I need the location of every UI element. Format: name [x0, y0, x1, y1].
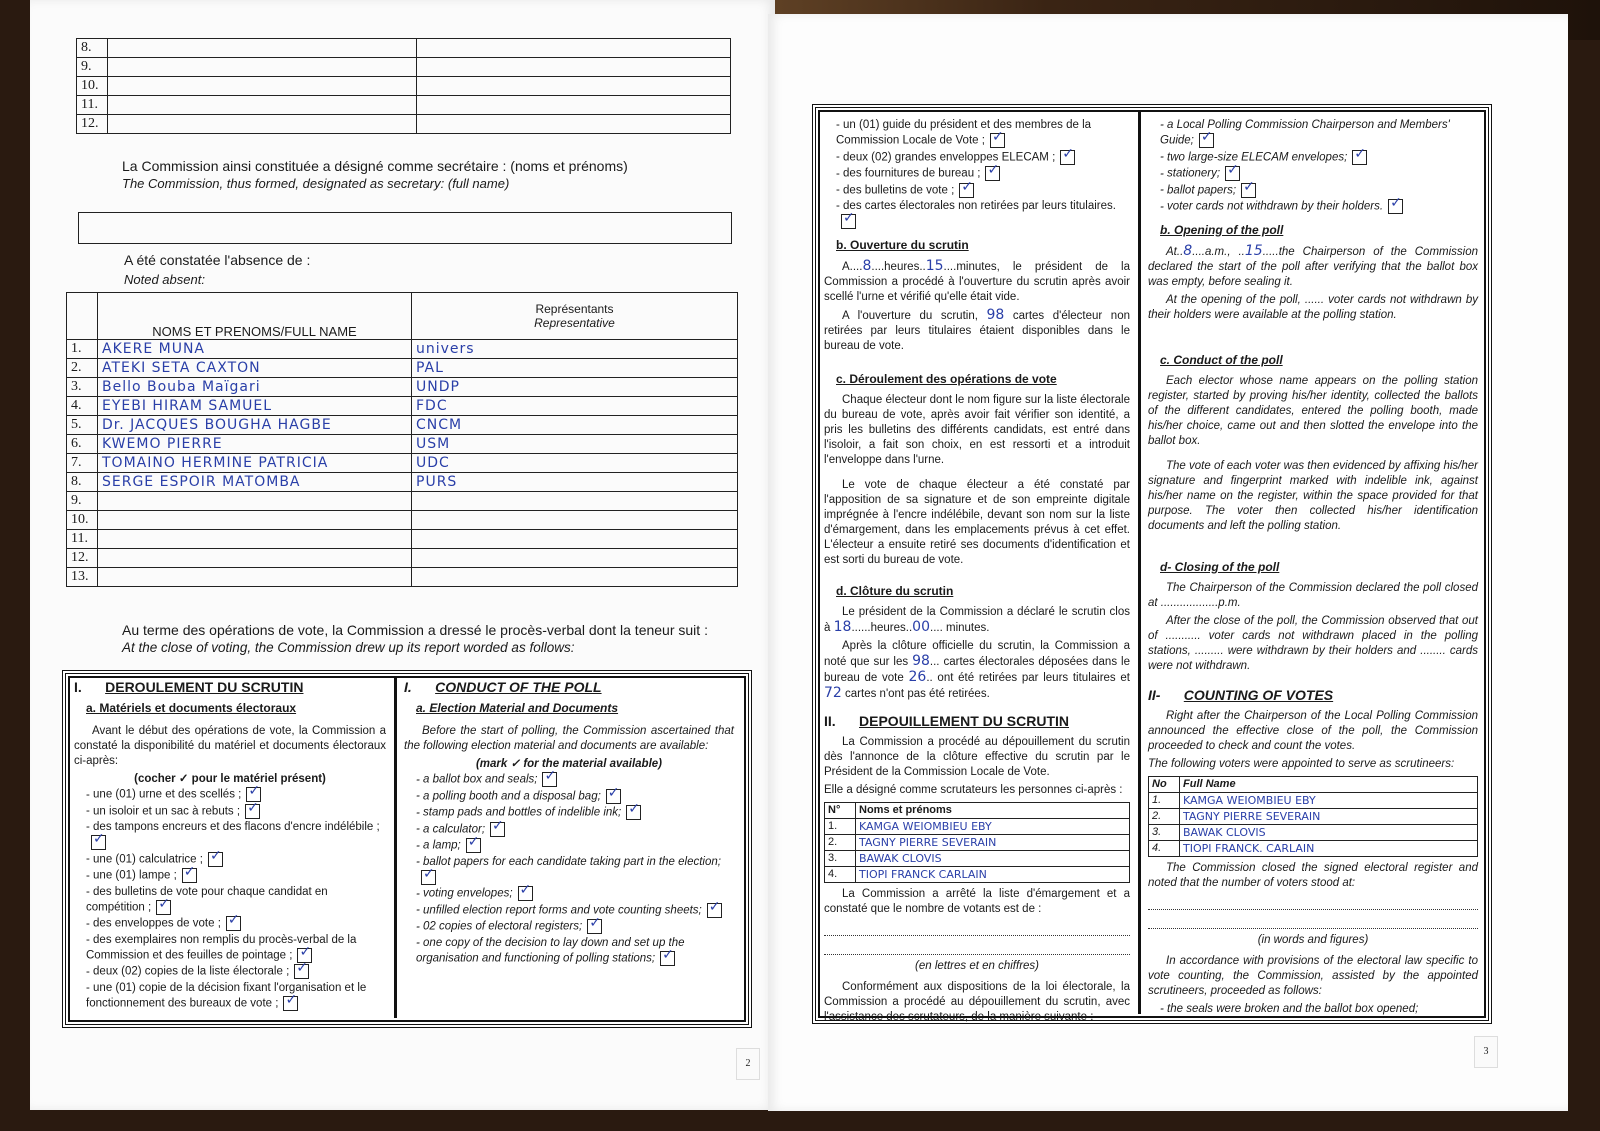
- table-row: 1. KAMGA WEIOMBIEU EBY: [1149, 792, 1478, 808]
- list-item: - des fournitures de bureau ;✓: [836, 166, 1130, 182]
- sub-a-en: a. Election Material and Documents: [416, 701, 619, 715]
- secretary-label-en: The Commission, thus formed, designated as secretary: (full name): [122, 176, 510, 191]
- members-table-continued: 8. 9. 10. 11. 12.: [76, 38, 731, 134]
- checkbox[interactable]: [421, 870, 436, 885]
- checkbox[interactable]: [182, 868, 197, 883]
- checkbox[interactable]: [1352, 150, 1367, 165]
- checkbox[interactable]: [466, 838, 481, 853]
- checkbox[interactable]: [518, 886, 533, 901]
- sub-b-en: b. Opening of the poll: [1160, 222, 1284, 237]
- checkbox[interactable]: [283, 996, 298, 1011]
- intro-fr: Avant le début des opérations de vote, la Commission a constaté la disponibilité du matériel et documents électoraux ci-après:: [74, 725, 386, 767]
- closing-cards-en: After the close of the poll, the Commission observed that out of ........... voter cards not withdrawn placed in the polling stations, ......... were withdrawn by their holders and ........ cards were not withdrawn.: [1148, 614, 1478, 672]
- list-item: - a ballot box and seals;✓: [416, 772, 734, 788]
- closing-time-en: The Chairperson of the Commission declared the poll closed at ..................p.m.: [1148, 581, 1478, 609]
- intro-en: Before the start of polling, the Commission ascertained that the following election material and documents are available:: [404, 725, 734, 752]
- checkbox[interactable]: [626, 805, 641, 820]
- cards-not-withdrawn: 72: [824, 684, 842, 701]
- opening-minutes: 15: [925, 257, 944, 274]
- col-representative: Représentants Representative: [412, 293, 738, 340]
- checkbox[interactable]: [1060, 150, 1075, 165]
- list-item: - des exemplaires non remplis du procès-verbal de la Commission et des feuilles de pointage ;✓: [86, 933, 386, 964]
- list-item: - des bulletins de vote ;✓: [836, 183, 1130, 199]
- section-1-en-title: I. CONDUCT OF THE POLL: [404, 679, 602, 695]
- page-number: 3: [1474, 1036, 1498, 1068]
- secretary-label-fr: La Commission ainsi constituée a désigné comme secrétaire : (noms et prénoms): [122, 158, 628, 174]
- table-row: 6. KWEMO PIERRE USM: [67, 435, 738, 454]
- counting-text2-en: The following voters were appointed to serve as scrutineers:: [1148, 757, 1455, 770]
- table-row: 4. TIOPI FRANCK. CARLAIN: [1149, 840, 1478, 856]
- table-row: 3. Bello Bouba Maïgari UNDP: [67, 378, 738, 397]
- list-item: - deux (02) copies de la liste électorale ;✓: [86, 964, 386, 980]
- table-row: 10.: [67, 511, 738, 530]
- opening-text-fr: A....8....heures..15....minutes, le président de la Commission a procédé à l'ouverture du scrutin après avoir scellé l'urne et vérifié qu'elle était vide.: [824, 257, 1130, 303]
- list-item: - stamp pads and bottles of indelible ink;✓: [416, 805, 734, 821]
- checkbox[interactable]: [542, 772, 557, 787]
- section-2-fr-title: II. DEPOUILLEMENT DU SCRUTIN: [824, 712, 1070, 729]
- voters-count-note-en: (in words and figures): [1257, 933, 1369, 946]
- list-item: - a lamp;✓: [416, 838, 734, 854]
- checkbox[interactable]: [490, 822, 505, 837]
- section-1-en: [404, 676, 734, 967]
- voters-count-text-en: The Commission closed the signed electoral register and noted that the number of voters stood at:: [1148, 861, 1478, 889]
- list-item: - un (01) guide du président et des membres de la Commission Locale de Vote ;✓: [836, 118, 1130, 149]
- counting-text2-fr: Elle a désigné comme scrutateurs les personnes ci-après :: [824, 783, 1123, 796]
- checkbox[interactable]: [1241, 183, 1256, 198]
- checkbox[interactable]: [707, 903, 722, 918]
- list-item: - un isoloir et un sac à rebuts ;✓: [86, 804, 386, 820]
- table-row: 4. TIOPI FRANCK CARLAIN: [825, 866, 1130, 882]
- list-item: - une (01) calculatrice ;✓: [86, 852, 386, 868]
- closing-cards-fr: Après la clôture officielle du scrutin, la Commission a noté que sur les 98... cartes électorales déposées dans le bureau de vote 26.. ont été retirées par leurs titulaires et 72 cartes n'ont pas été retirées.: [824, 639, 1130, 701]
- list-item: - stationery;✓: [1160, 166, 1478, 182]
- scrutineers-table-fr: N° Noms et prénoms 1. KAMGA WEIOMBIEU EBY 2. TAGNY PIERRE SEVERAIN 3. BAWAK CLOVIS 4. TIOPI FRANCK CARLAIN: [824, 802, 1130, 883]
- list-item: - ballot papers;✓: [1160, 183, 1478, 199]
- table-row: 2. TAGNY PIERRE SEVERAIN: [825, 834, 1130, 850]
- counting-text4-fr: Conformément aux dispositions de la loi électorale, la Commission a procédé au dépouillement du scrutin, avec l'assistance des scrutateurs, de la manière suivante :: [824, 980, 1130, 1023]
- section-1-fr: [74, 676, 386, 1012]
- checkbox[interactable]: [985, 166, 1000, 181]
- closing-minutes: 00: [912, 618, 930, 635]
- right-en-column: [1148, 118, 1478, 1018]
- voters-count-field-2: [824, 940, 1130, 955]
- list-item: - one copy of the decision to lay down and set up the organisation and functioning of polling stations;✓: [416, 936, 734, 967]
- opening-cards-en: At the opening of the poll, ...... voter cards not withdrawn by their holders were available at the polling station.: [1148, 293, 1478, 321]
- checkbox[interactable]: [606, 789, 621, 804]
- sub-c-en: c. Conduct of the poll: [1160, 352, 1283, 367]
- table-row: 8. SERGE ESPOIR MATOMBA PURS: [67, 473, 738, 492]
- voters-count-field: [824, 921, 1130, 936]
- list-item: - deux (02) grandes enveloppes ELECAM ;✓: [836, 150, 1130, 166]
- page-number: 2: [736, 1048, 760, 1080]
- scrutineers-table-en: No Full Name 1. KAMGA WEIOMBIEU EBY 2. TAGNY PIERRE SEVERAIN 3. BAWAK CLOVIS 4. TIOPI FRANCK. CARLAIN: [1148, 776, 1478, 857]
- list-item: - une (01) lampe ;✓: [86, 868, 386, 884]
- checkbox[interactable]: [156, 900, 171, 915]
- checkbox[interactable]: [587, 919, 602, 934]
- right-fr-column: [824, 118, 1130, 1028]
- voters-count-note-fr: (en lettres et en chiffres): [915, 959, 1039, 972]
- report-intro-en: At the close of voting, the Commission drew up its report worded as follows:: [122, 640, 575, 655]
- table-row: 13.: [67, 568, 738, 587]
- list-item: - a Local Polling Commission Chairperson and Members' Guide;✓: [1160, 118, 1478, 149]
- table-row: 1. KAMGA WEIOMBIEU EBY: [825, 818, 1130, 834]
- checkbox[interactable]: [1225, 166, 1240, 181]
- list-item: - ballot papers for each candidate taking part in the election;✓: [416, 855, 734, 886]
- voters-count-text-fr: La Commission a arrêté la liste d'émargement et a constaté que le nombre de votants est de :: [824, 887, 1130, 915]
- conduct-text2-fr: Le vote de chaque électeur a été constaté par l'apposition de sa signature et de son empreinte digitale imprégnée à l'encre indélébile, devant son nom sur la liste d'émargement, dans les emplacements prévus à cet effet. L'électeur a ensuite retiré ses documents d'identification et est sorti du bureau de vote.: [824, 478, 1130, 566]
- table-row: 3. BAWAK CLOVIS: [825, 850, 1130, 866]
- list-item: - voting envelopes;✓: [416, 886, 734, 902]
- absent-label-en: Noted absent:: [124, 272, 205, 287]
- list-item: - a calculator;✓: [416, 822, 734, 838]
- checkbox[interactable]: [990, 133, 1005, 148]
- table-row: 4. EYEBI HIRAM SAMUEL FDC: [67, 397, 738, 416]
- checkbox[interactable]: [660, 951, 675, 966]
- left-page: [30, 0, 775, 1110]
- cards-withdrawn: 26: [908, 668, 927, 685]
- table-row: 9.: [67, 492, 738, 511]
- list-item: - une (01) copie de la décision fixant l'organisation et le fonctionnement des bureaux de vote ;✓: [86, 981, 386, 1012]
- closing-time-fr: Le président de la Commission a déclaré le scrutin clos à 18......heures..00.... minutes.: [824, 605, 1130, 635]
- voters-count-field-en: [1148, 895, 1478, 910]
- instruction-en: (mark ✓ for the material available): [475, 758, 663, 770]
- checkbox[interactable]: [841, 214, 856, 229]
- list-item: - des enveloppes de vote ;✓: [86, 916, 386, 932]
- cards-total: 98: [912, 652, 930, 669]
- sub-c-fr: c. Déroulement des opérations de vote: [836, 371, 1057, 386]
- checkbox[interactable]: [245, 804, 260, 819]
- conduct-text1-en: Each elector whose name appears on the polling station register, started by proving his/her identity, collected the ballots of the different candidates, entered the polling booth, made his/her choice, came out and then slotted the envelope into the ballot box.: [1148, 374, 1478, 447]
- closing-hours: 18: [833, 618, 852, 635]
- materials-list-fr: [74, 787, 386, 1011]
- counting-text1-en: Right after the Chairperson of the Local Polling Commission announced the effective close of the poll, the Commission proceeded to check and count the votes.: [1148, 709, 1478, 752]
- counting-text4-en: In accordance with provisions of the electoral law specific to vote counting, the Commission, assisted by the appointed scrutineers, proceeded as follows:: [1148, 954, 1478, 997]
- opening-cards-count: 98: [986, 306, 1005, 323]
- table-row: 11.: [67, 530, 738, 549]
- materials-list-fr-cont: [824, 118, 1130, 230]
- list-item: - des bulletins de vote pour chaque candidat en compétition ;✓: [86, 885, 386, 916]
- checkbox[interactable]: [959, 183, 974, 198]
- list-item: - two large-size ELECAM envelopes;✓: [1160, 150, 1478, 166]
- col-full-name: NOMS ET PRENOMS/FULL NAME: [98, 293, 412, 340]
- counting-text1-fr: La Commission a procédé au dépouillement du scrutin dès l'annonce de la clôture effective du scrutin par le Président de la Commission Locale de Vote.: [824, 735, 1130, 778]
- sub-d-fr: d. Clôture du scrutin: [836, 583, 954, 598]
- list-item: - voter cards not withdrawn by their holders.✓: [1160, 199, 1478, 215]
- instruction-fr: (cocher ✓ pour le matériel présent): [134, 773, 326, 785]
- list-item: - des tampons encreurs et des flacons d'encre indélébile ;✓: [86, 820, 386, 851]
- section-2-en-title: II- COUNTING OF VOTES: [1148, 686, 1334, 703]
- sub-a-fr: a. Matériels et documents électoraux: [86, 701, 297, 715]
- conduct-text1-fr: Chaque électeur dont le nom figure sur la liste électorale du bureau de vote, après avoir fait vérifier son identité, a pris les bulletins des différents candidats, est entré dans l'isoloir, a fait son choix, en est ressorti et a introduit l'enveloppe dans l'urne.: [824, 393, 1130, 466]
- section-1-fr-title: I. DEROULEMENT DU SCRUTIN: [74, 679, 304, 695]
- conduct-text2-en: The vote of each voter was then evidenced by affixing his/her signature and fingerprint marked with indelible ink, against his/her name on the register, within the space provided for that purpose. The voter then collected his/her identification documents and left the polling station.: [1148, 459, 1478, 532]
- list-item: - une (01) urne et des scellés ;✓: [86, 787, 386, 803]
- voters-count-field-en-2: [1148, 914, 1478, 929]
- checkbox[interactable]: [91, 835, 106, 850]
- checkbox[interactable]: [226, 916, 241, 931]
- table-row: 2. ATEKI SETA CAXTON PAL: [67, 359, 738, 378]
- secretary-field: [78, 212, 732, 244]
- checkbox[interactable]: [1388, 199, 1403, 214]
- checkbox[interactable]: [1199, 133, 1214, 148]
- column-divider: [394, 676, 397, 1018]
- table-row: 12.: [67, 549, 738, 568]
- materials-list-en-cont: [1148, 118, 1478, 215]
- sub-d-en: d- Closing of the poll: [1160, 559, 1280, 574]
- opening-text-en: At..8....a.m., ..15.....the Chairperson of the Commission declared the start of the poll after verifying that the ballot box was empty, before sealing it.: [1148, 242, 1479, 288]
- opening-hours: 8: [862, 257, 872, 274]
- checkbox[interactable]: [208, 852, 223, 867]
- table-row: 1. AKERE MUNA univers: [67, 340, 738, 359]
- absent-table: [66, 292, 738, 587]
- checkbox[interactable]: [294, 964, 309, 979]
- table-row: 2. TAGNY PIERRE SEVERAIN: [1149, 808, 1478, 824]
- opening-cards-fr: A l'ouverture du scrutin, 98 cartes d'électeur non retirées par leurs titulaires étaient disponibles dans le bureau de vote.: [824, 306, 1130, 352]
- report-intro-fr: Au terme des opérations de vote, la Commission a dressé le procès-verbal dont la teneur suit :: [122, 622, 708, 638]
- list-item: - 02 copies of electoral registers;✓: [416, 919, 734, 935]
- list-item: - unfilled election report forms and vote counting sheets;✓: [416, 903, 734, 919]
- right-page: [768, 14, 1568, 1111]
- table-row: 3. BAWAK CLOVIS: [1149, 824, 1478, 840]
- list-item: - the seals were broken and the ballot box opened;: [1160, 1002, 1478, 1017]
- materials-list-en: [404, 772, 734, 966]
- column-divider: [1138, 110, 1141, 1014]
- absent-label-fr: A été constatée l'absence de :: [124, 252, 311, 268]
- sub-b-fr: b. Ouverture du scrutin: [836, 237, 969, 252]
- table-row: 5. Dr. JACQUES BOUGHA HAGBE CNCM: [67, 416, 738, 435]
- list-item: - a polling booth and a disposal bag;✓: [416, 789, 734, 805]
- table-row: 7. TOMAINO HERMINE PATRICIA UDC: [67, 454, 738, 473]
- list-item: - des cartes électorales non retirées par leurs titulaires.✓: [836, 199, 1130, 230]
